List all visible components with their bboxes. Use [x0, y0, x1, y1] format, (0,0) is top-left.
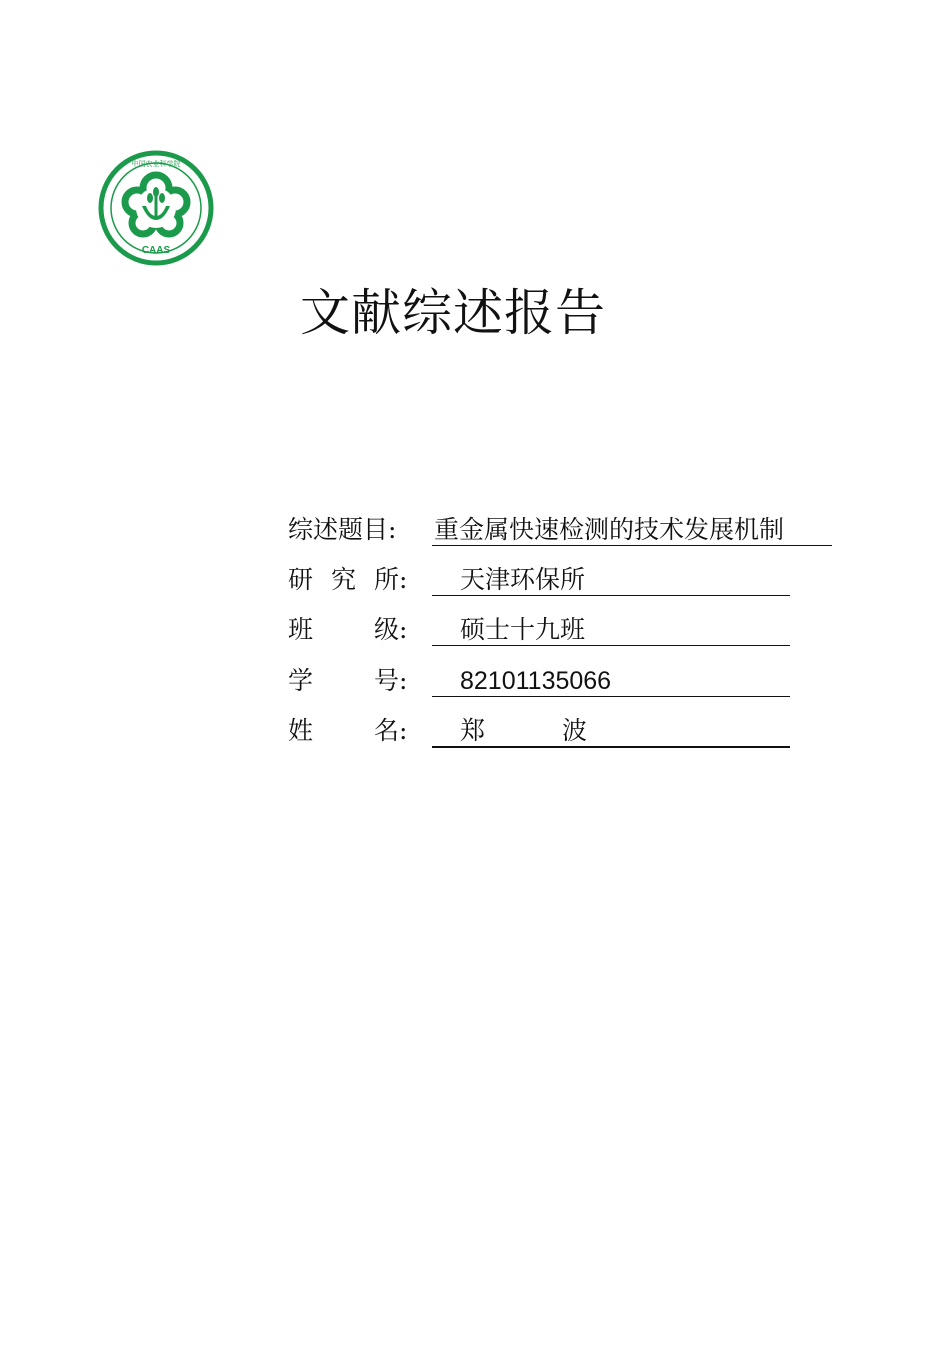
name-underline [432, 746, 790, 748]
institute-field: 研 究 所: 天津环保所 [288, 563, 808, 597]
topic-field [288, 513, 848, 547]
student-id-value: 82101135066 [460, 667, 612, 695]
student-id-underline [432, 696, 790, 697]
page-title: 文献综述报告 [300, 284, 606, 342]
caas-emblem-icon [98, 150, 214, 266]
logo-arc-text: 中国农业科学院 [131, 160, 181, 168]
topic-value: 重金属快速检测的技术发展机制 [434, 515, 785, 544]
class-value: 硕士十九班 [460, 615, 586, 644]
name-field: 姓 名: 郑 波 [288, 714, 808, 748]
institute-underline [432, 595, 790, 596]
class-field: 班 级: 硕士十九班 [288, 613, 808, 647]
topic-underline [432, 545, 832, 546]
class-underline [432, 645, 790, 646]
student-id-field: 学 号: 82101135066 [288, 664, 808, 698]
topic-label: 综述题目: [288, 515, 397, 544]
logo-text: CAAS [141, 245, 171, 256]
name-family-value: 郑 [460, 716, 486, 745]
institute-value: 天津环保所 [460, 565, 586, 594]
name-given-value: 波 [562, 716, 588, 745]
